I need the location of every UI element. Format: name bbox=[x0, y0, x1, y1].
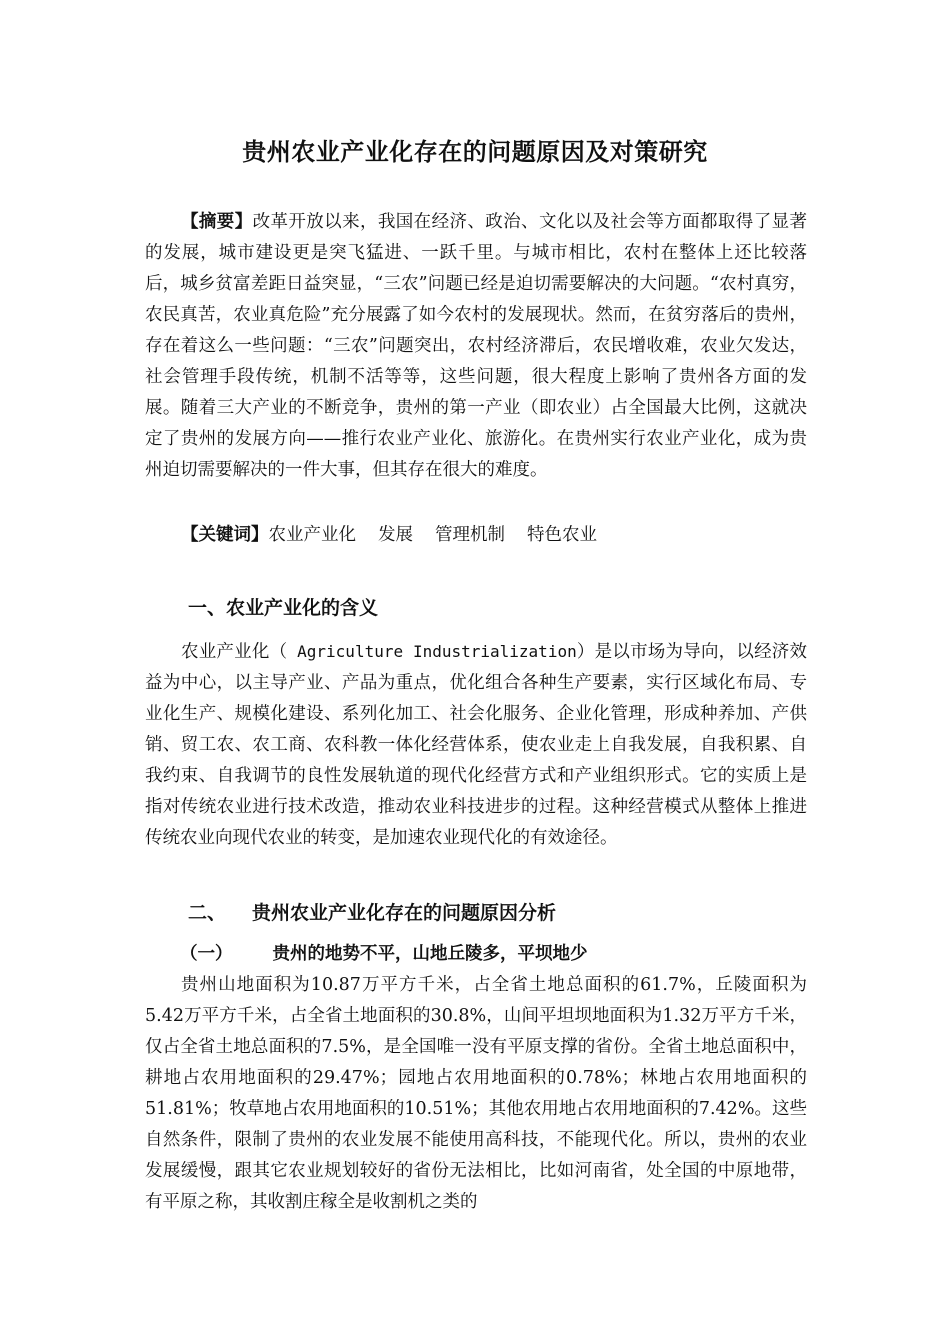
subsection-number: （一） bbox=[180, 944, 233, 964]
keywords-label: 【关键词】 bbox=[181, 525, 269, 545]
keyword: 农业产业化 bbox=[268, 525, 356, 545]
section-number: 二、 bbox=[188, 902, 227, 924]
keywords-paragraph bbox=[145, 520, 807, 551]
page-title: 贵州农业产业化存在的问题原因及对策研究 bbox=[242, 138, 708, 166]
abstract-text: 改革开放以来，我国在经济、政治、文化以及社会等方面都取得了显著的发展，城市建设更是突飞猛进、一跃千里。与城市相比，农村在整体上还比较落后，城乡贫富差距日益突显，“三农”问题已经是迫切需要解决的大问题。“农村真穷，农民真苦，农业真危险”充分展露了如今农村的发展现状。然而，在贫穷落后的贵州，存在着这么一些问题：“三农”问题突出，农村经济滞后，农民增收难，农业欠发达，社会管理手段传统，机制不活等等，这些问题，很大程度上影响了贵州各方面的发展。随着三大产业的不断竞争，贵州的第一产业（即农业）占全国最大比例，这就决定了贵州的发展方向——推行农业产业化、旅游化。在贵州实行农业产业化，成为贵州迫切需要解决的一件大事，但其存在很大的难度。 bbox=[145, 212, 808, 480]
section-title: 贵州农业产业化存在的问题原因分析 bbox=[252, 902, 557, 924]
abstract-label: 【摘要】 bbox=[181, 212, 253, 232]
section-heading bbox=[188, 897, 556, 929]
subsection-title: 贵州的地势不平，山地丘陵多，平坝地少 bbox=[272, 944, 588, 964]
keyword: 特色农业 bbox=[527, 525, 597, 545]
body-text: 农业产业化（ bbox=[181, 642, 288, 662]
keyword: 管理机制 bbox=[435, 525, 505, 545]
abstract-paragraph bbox=[145, 207, 807, 486]
keyword: 发展 bbox=[378, 525, 413, 545]
body-paragraph bbox=[145, 636, 807, 854]
english-term: Agriculture Industrialization bbox=[287, 642, 577, 661]
body-paragraph: 贵州山地面积为10.87万平方千米，占全省土地总面积的61.7%，丘陵面积为5.42万平方千米，占全省土地面积的30.8%，山间平坦坝地面积为1.32万平方千米，仅占全省土地总面积的7.5%，是全国唯一没有平原支撑的省份。全省土地总面积中，耕地占农用地面积的29.47%；园地占农用地面积的0.78%；林地占农用地面积的51.81%；牧草地占农用地面积的10.51%；其他农用地占农用地面积的7.42%。这些自然条件，限制了贵州的农业发展不能使用高科技，不能现代化。所以，贵州的农业发展缓慢，跟其它农业规划较好的省份无法相比，比如河南省，处全国的中原地带，有平原之称，其收割庄稼全是收割机之类的 bbox=[145, 975, 807, 1212]
body-text: ）是以市场为导向，以经济效益为中心，以主导产业、产品为重点，优化组合各种生产要素，实行区域化布局、专业化生产、规模化建设、系列化加工、社会化服务、企业化管理，形成种养加、产供销、贸工农、农工商、农科教一体化经营体系，使农业走上自我发展，自我积累、自我约束、自我调节的良性发展轨道的现代化经营方式和产业组织形式。它的实质上是指对传统农业进行技术改造，推动农业科技进步的过程。这种经营模式从整体上推进传统农业向现代农业的转变，是加速农业现代化的有效途径。 bbox=[145, 642, 808, 848]
section-heading: 一、农业产业化的含义 bbox=[188, 597, 379, 619]
subsection-heading bbox=[180, 939, 588, 969]
